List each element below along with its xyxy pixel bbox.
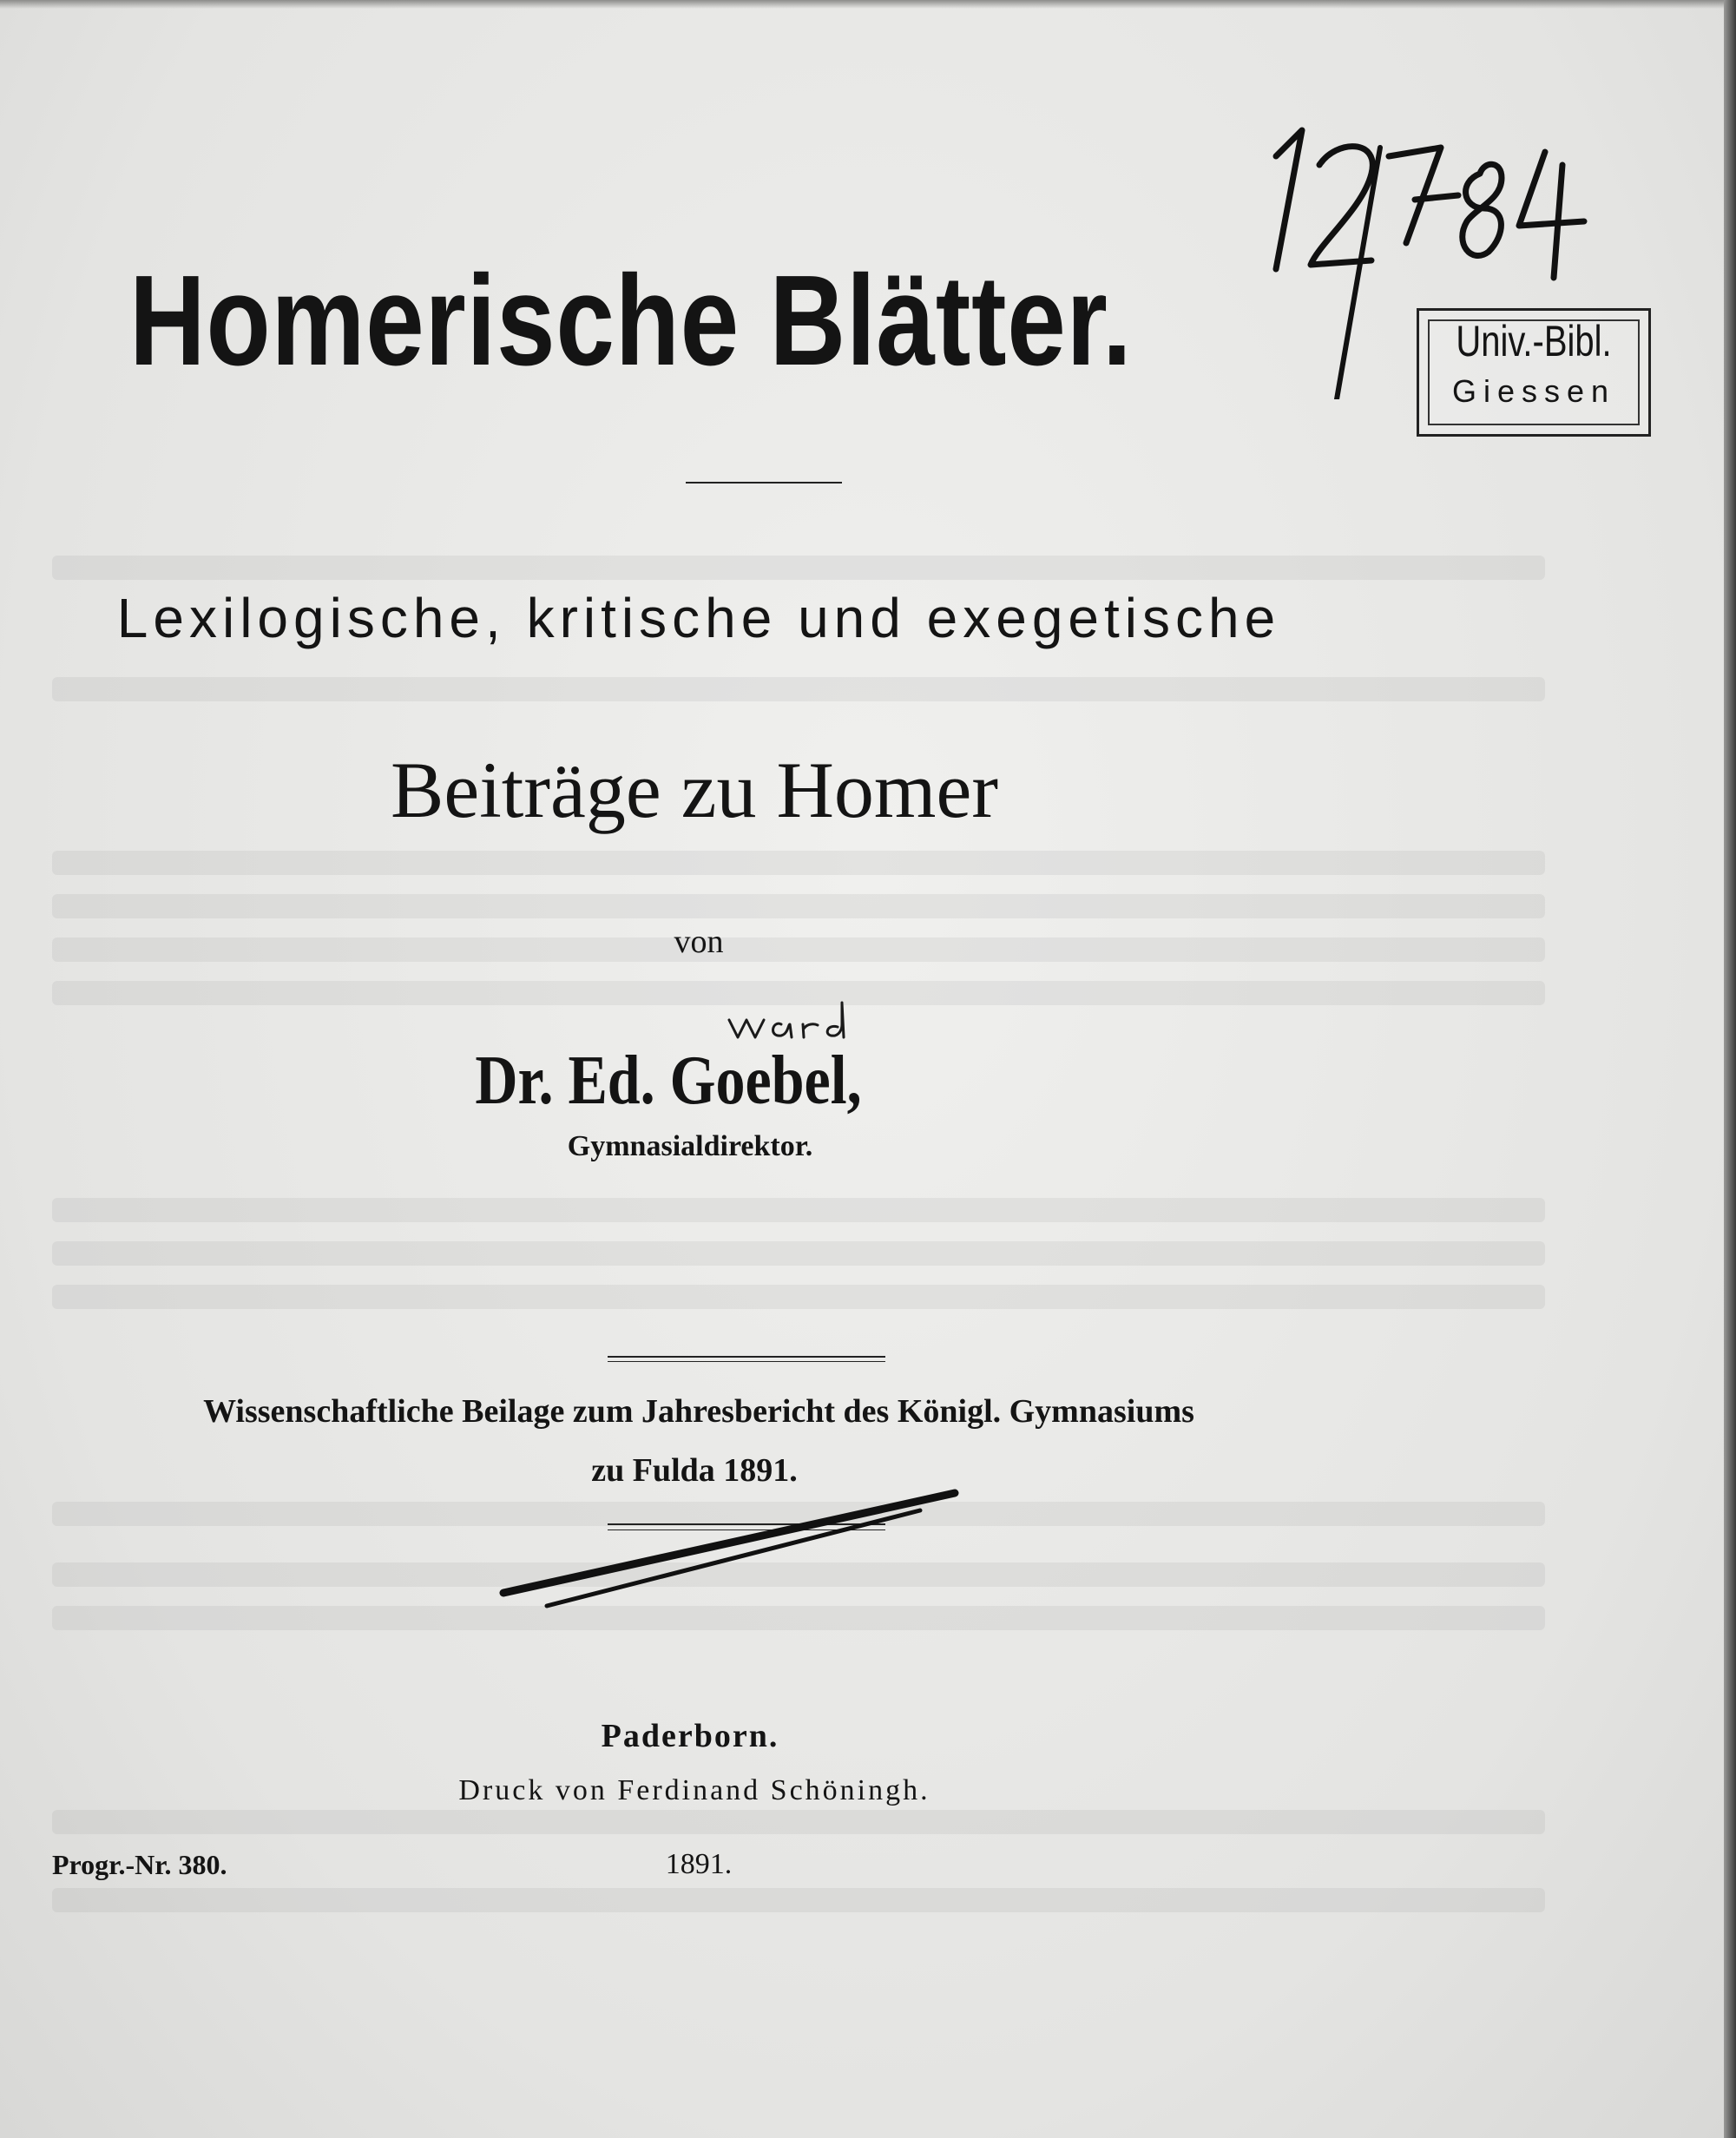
- separator-rule-top: [608, 1356, 885, 1358]
- publication-year: 1891.: [665, 1848, 733, 1880]
- scan-edge-top: [0, 0, 1736, 9]
- subtitle-line-1: Lexilogische, kritische und exegetische: [116, 587, 1281, 649]
- show-through: [52, 851, 1545, 875]
- publication-place: Paderborn.: [601, 1718, 779, 1754]
- author-role: Gymnasialdirektor.: [567, 1130, 813, 1162]
- show-through: [52, 1241, 1545, 1266]
- program-number: Progr.-Nr. 380.: [52, 1849, 227, 1880]
- printer-line: Druck von Ferdinand Schöningh.: [458, 1774, 930, 1806]
- book-title: Homerische Blätter.: [129, 249, 1133, 392]
- show-through: [52, 1888, 1545, 1912]
- stamp-line-1: Univ.-Bibl.: [1456, 317, 1612, 365]
- by-label: von: [674, 924, 724, 960]
- show-through: [52, 677, 1545, 701]
- handwritten-shelfmark: [1241, 113, 1606, 399]
- stamp-line-2: Giessen: [1451, 373, 1616, 409]
- supplement-line-2: zu Fulda 1891.: [591, 1452, 798, 1489]
- show-through: [52, 1285, 1545, 1309]
- title-rule: [686, 482, 842, 484]
- scan-edge-right: [1724, 0, 1736, 2138]
- handwritten-insertion: [720, 985, 877, 1046]
- show-through: [52, 1198, 1545, 1222]
- supplement-line-1: Wissenschaftliche Beilage zum Jahresbericht des Königl. Gymnasiums: [203, 1393, 1194, 1430]
- show-through: [52, 556, 1545, 580]
- pen-stroke: [486, 1476, 972, 1615]
- separator-rule-top-2: [608, 1361, 885, 1362]
- subtitle-line-2: Beiträge zu Homer: [391, 746, 998, 834]
- show-through: [52, 894, 1545, 918]
- author-name: Dr. Ed. Goebel,: [475, 1043, 862, 1119]
- show-through: [52, 1810, 1545, 1834]
